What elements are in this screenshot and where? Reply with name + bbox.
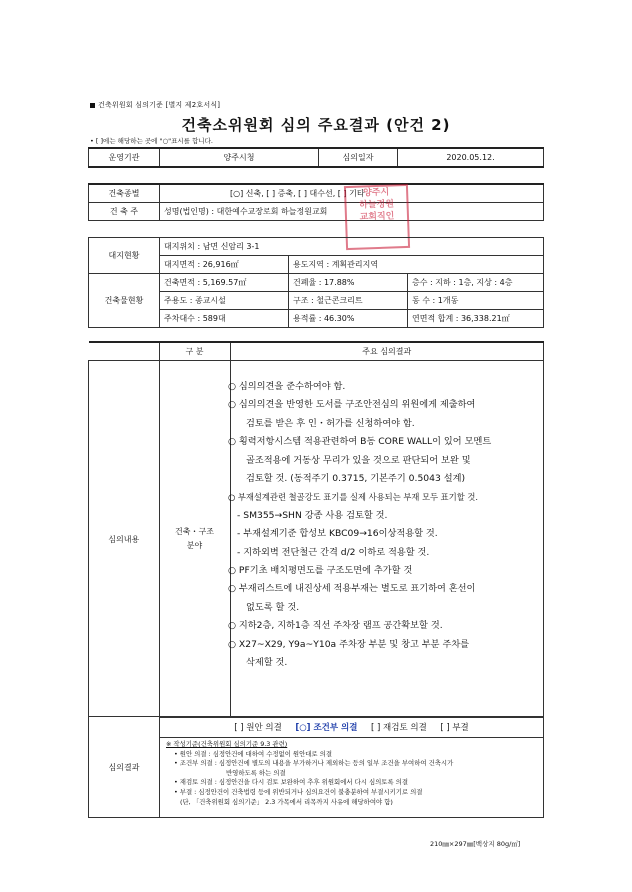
floor-area-ratio: 용적률 : 46.30% <box>289 310 408 328</box>
form-note: 건축위원회 심의기준 [별지 제2호서식] <box>90 100 220 110</box>
list-item: ○ 심의의견을 준수하여야 함. <box>228 381 346 392</box>
note-heading: ※ 작성기준(건축위원회 심의기준 9.3 관련) <box>166 740 288 749</box>
list-item: ○ 부재리스트에 내진상세 적용부재는 별도로 표기하여 혼선이 <box>228 583 476 595</box>
list-item: 검토를 받은 후 인・허가를 신청하여야 함. <box>246 417 415 429</box>
site-area: 대지면적 : 26,916㎡ <box>160 256 289 274</box>
floors: 층수 : 지하 : 1층, 지상 : 4층 <box>408 274 544 292</box>
list-item: - 부재설계기준 합성보 KBC09→16이상적용할 것. <box>237 528 438 540</box>
bldg-section-label: 건축물현황 <box>89 274 160 328</box>
list-item: 삭제할 것. <box>246 657 288 669</box>
org-value: 양주시청 <box>160 148 319 167</box>
content-label: 심의내용 <box>89 361 160 718</box>
list-item: ○ 부재설계관련 철골강도 표기를 실제 사용되는 부재 모두 표기할 것. <box>228 492 479 503</box>
list-item: ○ 지하2층, 지하1층 직선 주차장 램프 공간확보할 것. <box>228 620 443 632</box>
coverage: 건폐율 : 17.88% <box>289 274 408 292</box>
result-options <box>160 717 544 738</box>
type-options: [○] 신축, [ ] 증축, [ ] 대수선, [ ] 기타 <box>160 184 544 203</box>
list-item: - SM355→SHN 강종 사용 검토할 것. <box>237 509 388 521</box>
paper-spec: 210㎜×297㎜[백상지 80g/㎡] <box>430 840 521 848</box>
page-title: 건축소위원회 심의 주요결과 (안건 2) <box>181 116 451 134</box>
list-item: - 지하외벽 전단철근 간격 d/2 이하로 적용할 것. <box>237 546 430 558</box>
list-item: 골조적용에 거동상 무리가 있을 것으로 판단되어 보완 및 <box>246 454 471 466</box>
type-label: 건축종별 <box>89 184 160 203</box>
note-line: 반영하도록 하는 의결 <box>226 768 286 777</box>
site-section-label: 대지현황 <box>89 238 160 274</box>
structure: 구조 : 철근콘크리트 <box>289 292 408 310</box>
note-line: • 재검토 의결 : 심정안건을 다시 검토 보완하여 추후 위원회에서 다시 심의토록 의결 <box>174 778 409 787</box>
option-reexamine: [ ] 재검토 의결 <box>371 723 427 734</box>
note-line: • 조건부 의결 : 심정안건에 별도의 내용을 부가하거나 제외하는 등의 일부 조건을 부여하여 건축시가 <box>174 759 454 768</box>
total-floor-area: 연면적 합계 : 36,338.21㎡ <box>408 310 544 328</box>
list-item: ○ 심의의견을 반영한 도서를 구조안전심의 위원에게 제출하여 <box>228 399 476 411</box>
result-header: 주요 심의결과 <box>230 342 544 361</box>
list-item: 없도록 할 것. <box>246 601 300 613</box>
note-line: • 원안 의결 : 심정안건에 대하여 수정없이 원안대로 의결 <box>174 749 332 758</box>
list-item: 검토할 것. (동적주기 0.3715, 기본주기 0.5043 설계) <box>246 473 466 485</box>
zone: 용도지역 : 계획관리지역 <box>289 256 544 274</box>
result-table <box>88 716 544 818</box>
parking: 주차대수 : 589대 <box>160 310 289 328</box>
building-info-table <box>88 183 544 221</box>
list-item: ○ X27~X29, Y9a~Y10a 주차장 부분 및 창고 부분 주차를 <box>228 638 470 650</box>
date-label: 심의일자 <box>319 148 398 167</box>
owner-label: 건 축 주 <box>89 203 160 221</box>
org-label: 운영기관 <box>89 148 160 167</box>
division-header: 구 분 <box>159 342 230 361</box>
site-location: 대지위치 : 남면 신암리 3-1 <box>160 238 544 256</box>
list-item: ○ PF기초 배치평면도를 구조도면에 추가할 것 <box>228 565 413 577</box>
review-items <box>228 378 548 673</box>
field-label: 건축・구조 분야 <box>159 361 230 718</box>
official-seal: 양주시 하늘정원 교회직인 <box>344 184 410 250</box>
owner-value: 성명(법인명) : 대한예수교장로회 하늘정원교회 <box>160 203 544 221</box>
option-conditional: [○] 조건부 의결 <box>295 723 358 734</box>
building-area: 건축면적 : 5,169.57㎡ <box>160 274 289 292</box>
note-line: (단, 「건축위원회 심의기준」 2.3 가목에서 리목까지 사유에 해당하여야 함) <box>180 797 393 806</box>
result-label: 심의결과 <box>89 717 160 818</box>
option-original: [ ] 원안 의결 <box>234 723 282 734</box>
option-reject: [ ] 부결 <box>440 723 469 734</box>
org-table <box>88 147 544 168</box>
site-building-table <box>88 237 544 328</box>
building-count: 동 수 : 1개동 <box>408 292 544 310</box>
note-line: • 부결 : 심정안건이 건축법령 등에 위반되거나 심의요건이 불충분하여 부결시키기로 의결 <box>174 788 423 797</box>
date-value: 2020.05.12. <box>398 148 544 167</box>
main-use: 주용도 : 종교시설 <box>160 292 289 310</box>
result-notes <box>160 738 544 818</box>
list-item: ○ 횡력저항시스템 적용관련하여 B동 CORE WALL이 있어 모멘트 <box>228 436 492 448</box>
fill-instruction: • [ ]에는 해당하는 곳에 "○"표시를 합니다. <box>90 137 213 145</box>
